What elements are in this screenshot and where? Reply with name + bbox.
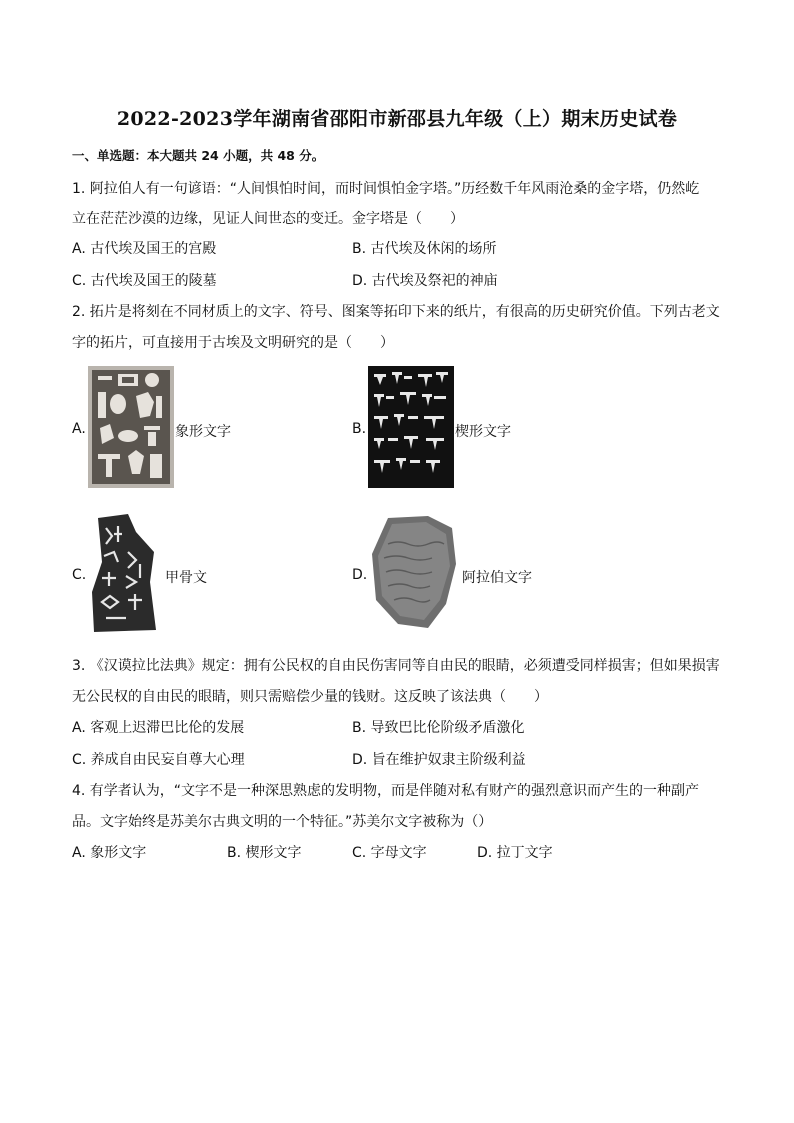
q3-stem-line1: 3. 《汉谟拉比法典》规定：拥有公民权的自由民伤害同等自由民的眼睛，必须遭受同样损害；但如果损害: [72, 658, 720, 674]
arabic-rubbing-image: [368, 514, 460, 632]
q3-option-a[interactable]: A. 客观上迟滞巴比伦的发展: [72, 720, 245, 736]
q1-stem-line1: 1. 阿拉伯人有一句谚语：“人间惧怕时间，而时间惧怕金字塔。”历经数千年风雨沧桑的金字塔，仍然屹: [72, 181, 700, 197]
q1-option-c[interactable]: C. 古代埃及国王的陵墓: [72, 273, 217, 289]
q3-option-c[interactable]: C. 养成自由民妄自尊大心理: [72, 752, 245, 768]
q2-option-b-letter[interactable]: B.: [352, 421, 367, 437]
q2-option-c-letter[interactable]: C.: [72, 567, 87, 583]
q1-option-b[interactable]: B. 古代埃及休闲的场所: [352, 241, 497, 257]
q2-option-a-caption: 象形文字: [175, 424, 231, 440]
oracle-bone-rubbing-image: [88, 512, 162, 634]
q2-option-a-letter[interactable]: A.: [72, 421, 86, 437]
q2-option-b-caption: 楔形文字: [455, 424, 511, 440]
hieroglyph-rubbing-image: [88, 366, 174, 488]
q4-stem-line2: 品。文字始终是苏美尔古典文明的一个特征。”苏美尔文字被称为（）: [72, 814, 493, 830]
q2-option-c-caption: 甲骨文: [165, 570, 207, 586]
cuneiform-rubbing-image: [368, 366, 454, 488]
q2-option-d-letter[interactable]: D.: [352, 567, 368, 583]
q3-option-b[interactable]: B. 导致巴比伦阶级矛盾激化: [352, 720, 525, 736]
q4-option-d[interactable]: D. 拉丁文字: [477, 845, 553, 861]
q3-stem-line2: 无公民权的自由民的眼睛，则只需赔偿少量的钱财。这反映了该法典（ ）: [72, 689, 548, 705]
q2-stem-line2: 字的拓片，可直接用于古埃及文明研究的是（ ）: [72, 335, 394, 351]
q4-option-a[interactable]: A. 象形文字: [72, 845, 147, 861]
q4-option-c[interactable]: C. 字母文字: [352, 845, 427, 861]
q2-option-d-caption: 阿拉伯文字: [462, 570, 532, 586]
q1-stem-line2: 立在茫茫沙漠的边缘，见证人间世态的变迁。金字塔是（ ）: [72, 211, 464, 227]
q1-option-a[interactable]: A. 古代埃及国王的宫殿: [72, 241, 217, 257]
page-title: 2022-2023学年湖南省邵阳市新邵县九年级（上）期末历史试卷: [116, 108, 678, 130]
q1-option-d[interactable]: D. 古代埃及祭祀的神庙: [352, 273, 498, 289]
q3-option-d[interactable]: D. 旨在维护奴隶主阶级利益: [352, 752, 526, 768]
q4-option-b[interactable]: B. 楔形文字: [227, 845, 302, 861]
q2-stem-line1: 2. 拓片是将刻在不同材质上的文字、符号、图案等拓印下来的纸片，有很高的历史研究价值。下列古老文: [72, 304, 720, 320]
section-heading: 一、单选题：本大题共 24 小题，共 48 分。: [72, 148, 325, 163]
q4-stem-line1: 4. 有学者认为，“文字不是一种深思熟虑的发明物，而是伴随对私有财产的强烈意识而产生的一种副产: [72, 783, 700, 799]
